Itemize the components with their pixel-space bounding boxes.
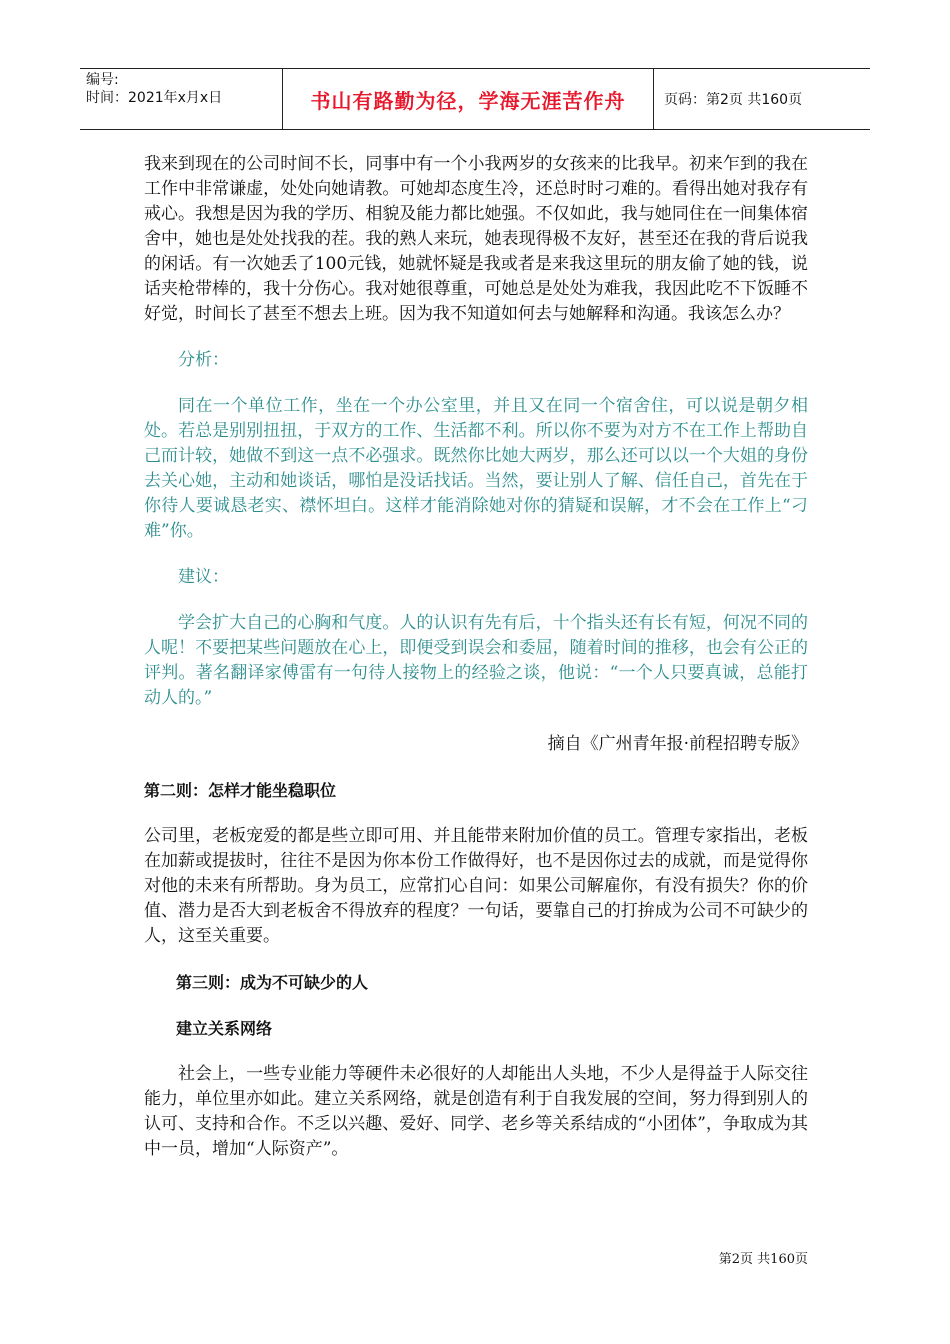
date-label: 时间：2021年x月x日 xyxy=(86,90,223,106)
header-page-info: 页码：第2页 共160页 xyxy=(664,92,803,108)
section3-heading: 第三则：成为不可缺少的人 xyxy=(176,973,369,992)
document-body xyxy=(144,152,808,1162)
header-meta xyxy=(80,69,283,129)
page-footer: 第2页 共160页 xyxy=(718,1252,808,1267)
section3-paragraph: 社会上，一些专业能力等硬件未必很好的人却能出人头地，不少人是得益于人际交往能力，单位里亦如此。建立关系网络，就是创造有利于自我发展的空间，努力得到别人的认可、支持和合作。不乏以兴趣、爱好、同学、老乡等关系结成的“小团体”，争取成为其中一员，增加“人际资产”。 xyxy=(144,1064,808,1159)
analysis-paragraph: 同在一个单位工作，坐在一个办公室里，并且又在同一个宿舍住，可以说是朝夕相处。若总是别别扭扭，于双方的工作、生活都不利。所以你不要为对方不在工作上帮助自己而计较，她做不到这一点不必强求。既然你比她大两岁，那么还可以以一个大姐的身份去关心她，主动和她谈话，哪怕是没话找话。当然，要让别人了解、信任自己，首先在于你待人要诚恳老实、襟怀坦白。这样才能消除她对你的猜疑和误解，才不会在工作上“刁难”你。 xyxy=(144,396,808,541)
section2-heading: 第二则：怎样才能坐稳职位 xyxy=(144,781,337,800)
intro-paragraph: 我来到现在的公司时间不长，同事中有一个小我两岁的女孩来的比我早。初来乍到的我在工作中非常谦虚，处处向她请教。可她却态度生冷，还总时时刁难的。看得出她对我存有戒心。我想是因为我的学历、相貌及能力都比她强。不仅如此，我与她同住在一间集体宿舍中，她也是处处找我的茬。我的熟人来玩，她表现得极不友好，甚至还在我的背后说我的闲话。有一次她丢了100元钱，她就怀疑是我或者是来我这里玩的朋友偷了她的钱，说话夹枪带棒的，我十分伤心。我对她很尊重，可她总是处处为难我，我因此吃不下饭睡不好觉，时间长了甚至不想去上班。因为我不知道如何去与她解释和沟通。我该怎么办？ xyxy=(144,154,808,324)
section3-subheading: 建立关系网络 xyxy=(176,1019,273,1038)
advice-label: 建议： xyxy=(178,567,229,587)
section2-paragraph: 公司里，老板宠爱的都是些立即可用、并且能带来附加价值的员工。管理专家指出，老板在加薪或提拔时，往往不是因为你本份工作做得好，也不是因你过去的成就，而是觉得你对他的未来有所帮助。身为员工，应常扪心自问：如果公司解雇你，有没有损失？你的价值、潜力是否大到老板舍不得放弃的程度？一句话，要靠自己的打拚成为公司不可缺少的人，这至关重要。 xyxy=(144,826,808,946)
source-citation: 摘自《广州青年报·前程招聘专版》 xyxy=(547,734,808,754)
advice-paragraph: 学会扩大自己的心胸和气度。人的认识有先有后，十个指头还有长有短，何况不同的人呢！不要把某些问题放在心上，即便受到误会和委屈，随着时间的推移，也会有公正的评判。著名翻译家傅雷有一句待人接物上的经验之谈，他说：“一个人只要真诚，总能打动人的。” xyxy=(144,613,808,708)
number-label: 编号: xyxy=(86,72,119,88)
analysis-label: 分析： xyxy=(178,350,229,370)
page-header xyxy=(80,68,870,130)
header-motto: 书山有路勤为径，学海无涯苦作舟 xyxy=(283,69,654,129)
